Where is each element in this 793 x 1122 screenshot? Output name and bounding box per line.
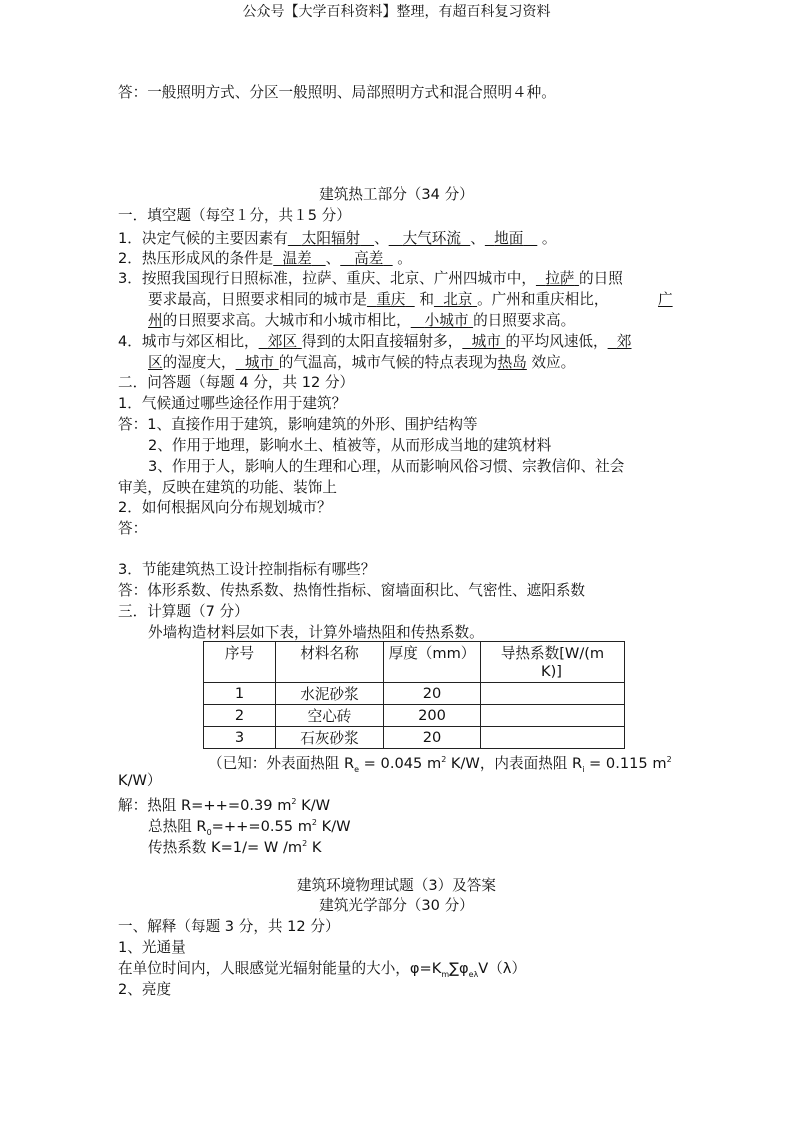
- calc-title: 三．计算题（7 分）: [118, 603, 249, 620]
- fill-q3-line2: 要求最高，日照要求相同的城市是 重庆 和 北京 。广州和重庆相比，: [148, 291, 609, 308]
- known-conditions: （已知：外表面热阻 $R_e = 0.045$ $m^2$ K/W，内表面热阻 $R_i = 0.115$ $m^2$: [208, 754, 672, 774]
- qa3-answer: 答：体形系数、传热系数、热惰性指标、窗墙面积比、气密性、遮阳系数: [118, 582, 586, 599]
- item-luminance: 2、亮度: [118, 981, 172, 998]
- page-header: 公众号【大学百科资料】整理，有超百科复习资料: [242, 4, 551, 20]
- qa1-answer-4: 审美，反映在建筑的功能、装饰上: [118, 479, 337, 496]
- luminous-flux-definition: 在单位时间内，人眼感觉光辐射能量的大小，$\varphi=K_m\sum\varphi_{e\lambda}V(\lambda)$: [118, 960, 527, 979]
- exam-title: 建筑环境物理试题（3）及答案: [296, 877, 496, 894]
- explain-title: 一、解释（每题 3 分，共 12 分）: [118, 918, 340, 935]
- solution-total-resistance: 总热阻 $R_0=++=0.55$ $m^2$ K/W: [148, 817, 351, 837]
- qa1-answer-3: 3、作用于人，影响人的生理和心理，从而影响风俗习惯、宗教信仰、社会: [148, 458, 625, 475]
- col-header-thickness: 厚度（mm）: [384, 642, 481, 683]
- thermal-section-title: 建筑热工部分（34 分）: [319, 186, 474, 203]
- qa1-question: 1．气候通过哪些途径作用于建筑？: [118, 395, 347, 412]
- fill-blank-title: 一．填空题（每空１分，共１5 分）: [118, 207, 351, 224]
- col-header-conductivity: 导热系数[W/(m K)]: [481, 642, 625, 683]
- table-row: 3 石灰砂浆 20: [204, 727, 625, 749]
- qa1-answer-1: 答：1、直接作用于建筑，影响建筑的外形、围护结构等: [118, 416, 478, 433]
- col-header-material: 材料名称: [276, 642, 384, 683]
- fill-q3-line1: 3．按照我国现行日照标准，拉萨、重庆、北京、广州四城市中， 拉萨 的日照: [118, 270, 623, 287]
- qa2-answer: 答：: [118, 520, 148, 537]
- fill-q1: 1．决定气候的主要因素有 太阳辐射 、 大气环流 、 地面 。: [118, 230, 557, 247]
- intro-answer: 答：一般照明方式、分区一般照明、局部照明方式和混合照明４种。: [118, 84, 556, 101]
- solution-transfer-coefficient: 传热系数 K=1/= W $/m^2$ K: [148, 838, 322, 856]
- light-section-title: 建筑光学部分（30 分）: [319, 897, 474, 914]
- table-header-row: [204, 642, 625, 683]
- calc-description: 外墙构造材料层如下表，计算外墙热阻和传热系数。: [148, 624, 484, 641]
- known-unit: K/W）: [118, 772, 162, 789]
- fill-q4-line2: 区的湿度大， 城市 的气温高，城市气候的特点表现为热岛 效应。: [148, 354, 576, 371]
- materials-table: [203, 641, 625, 749]
- fill-q3-guang: 广: [658, 291, 673, 308]
- solution-resistance: 解：热阻 R=++=0.39 $m^2$ K/W: [118, 796, 331, 814]
- table-row: 2 空心砖 200: [204, 705, 625, 727]
- fill-q3-line3: 州的日照要求高。大城市和小城市相比， 小城市 的日照要求高。: [148, 312, 576, 329]
- table-row: 1 水泥砂浆 20: [204, 683, 625, 705]
- item-luminous-flux: 1、光通量: [118, 939, 186, 956]
- fill-q2: 2．热压形成风的条件是 温差 、 高差 。: [118, 250, 412, 267]
- qa-title: 二．问答题（每题 4 分，共 12 分）: [118, 374, 355, 391]
- qa2-question: 2．如何根据风向分布规划城市？: [118, 499, 332, 516]
- fill-q4-line1: 4．城市与郊区相比， 郊区 得到的太阳直接辐射多， 城市 的平均风速低， 郊: [118, 333, 632, 350]
- qa3-question: 3．节能建筑热工设计控制指标有哪些？: [118, 561, 376, 578]
- qa1-answer-2: 2、作用于地理，影响水土、植被等，从而形成当地的建筑材料: [148, 437, 552, 454]
- col-header-index: 序号: [204, 642, 276, 683]
